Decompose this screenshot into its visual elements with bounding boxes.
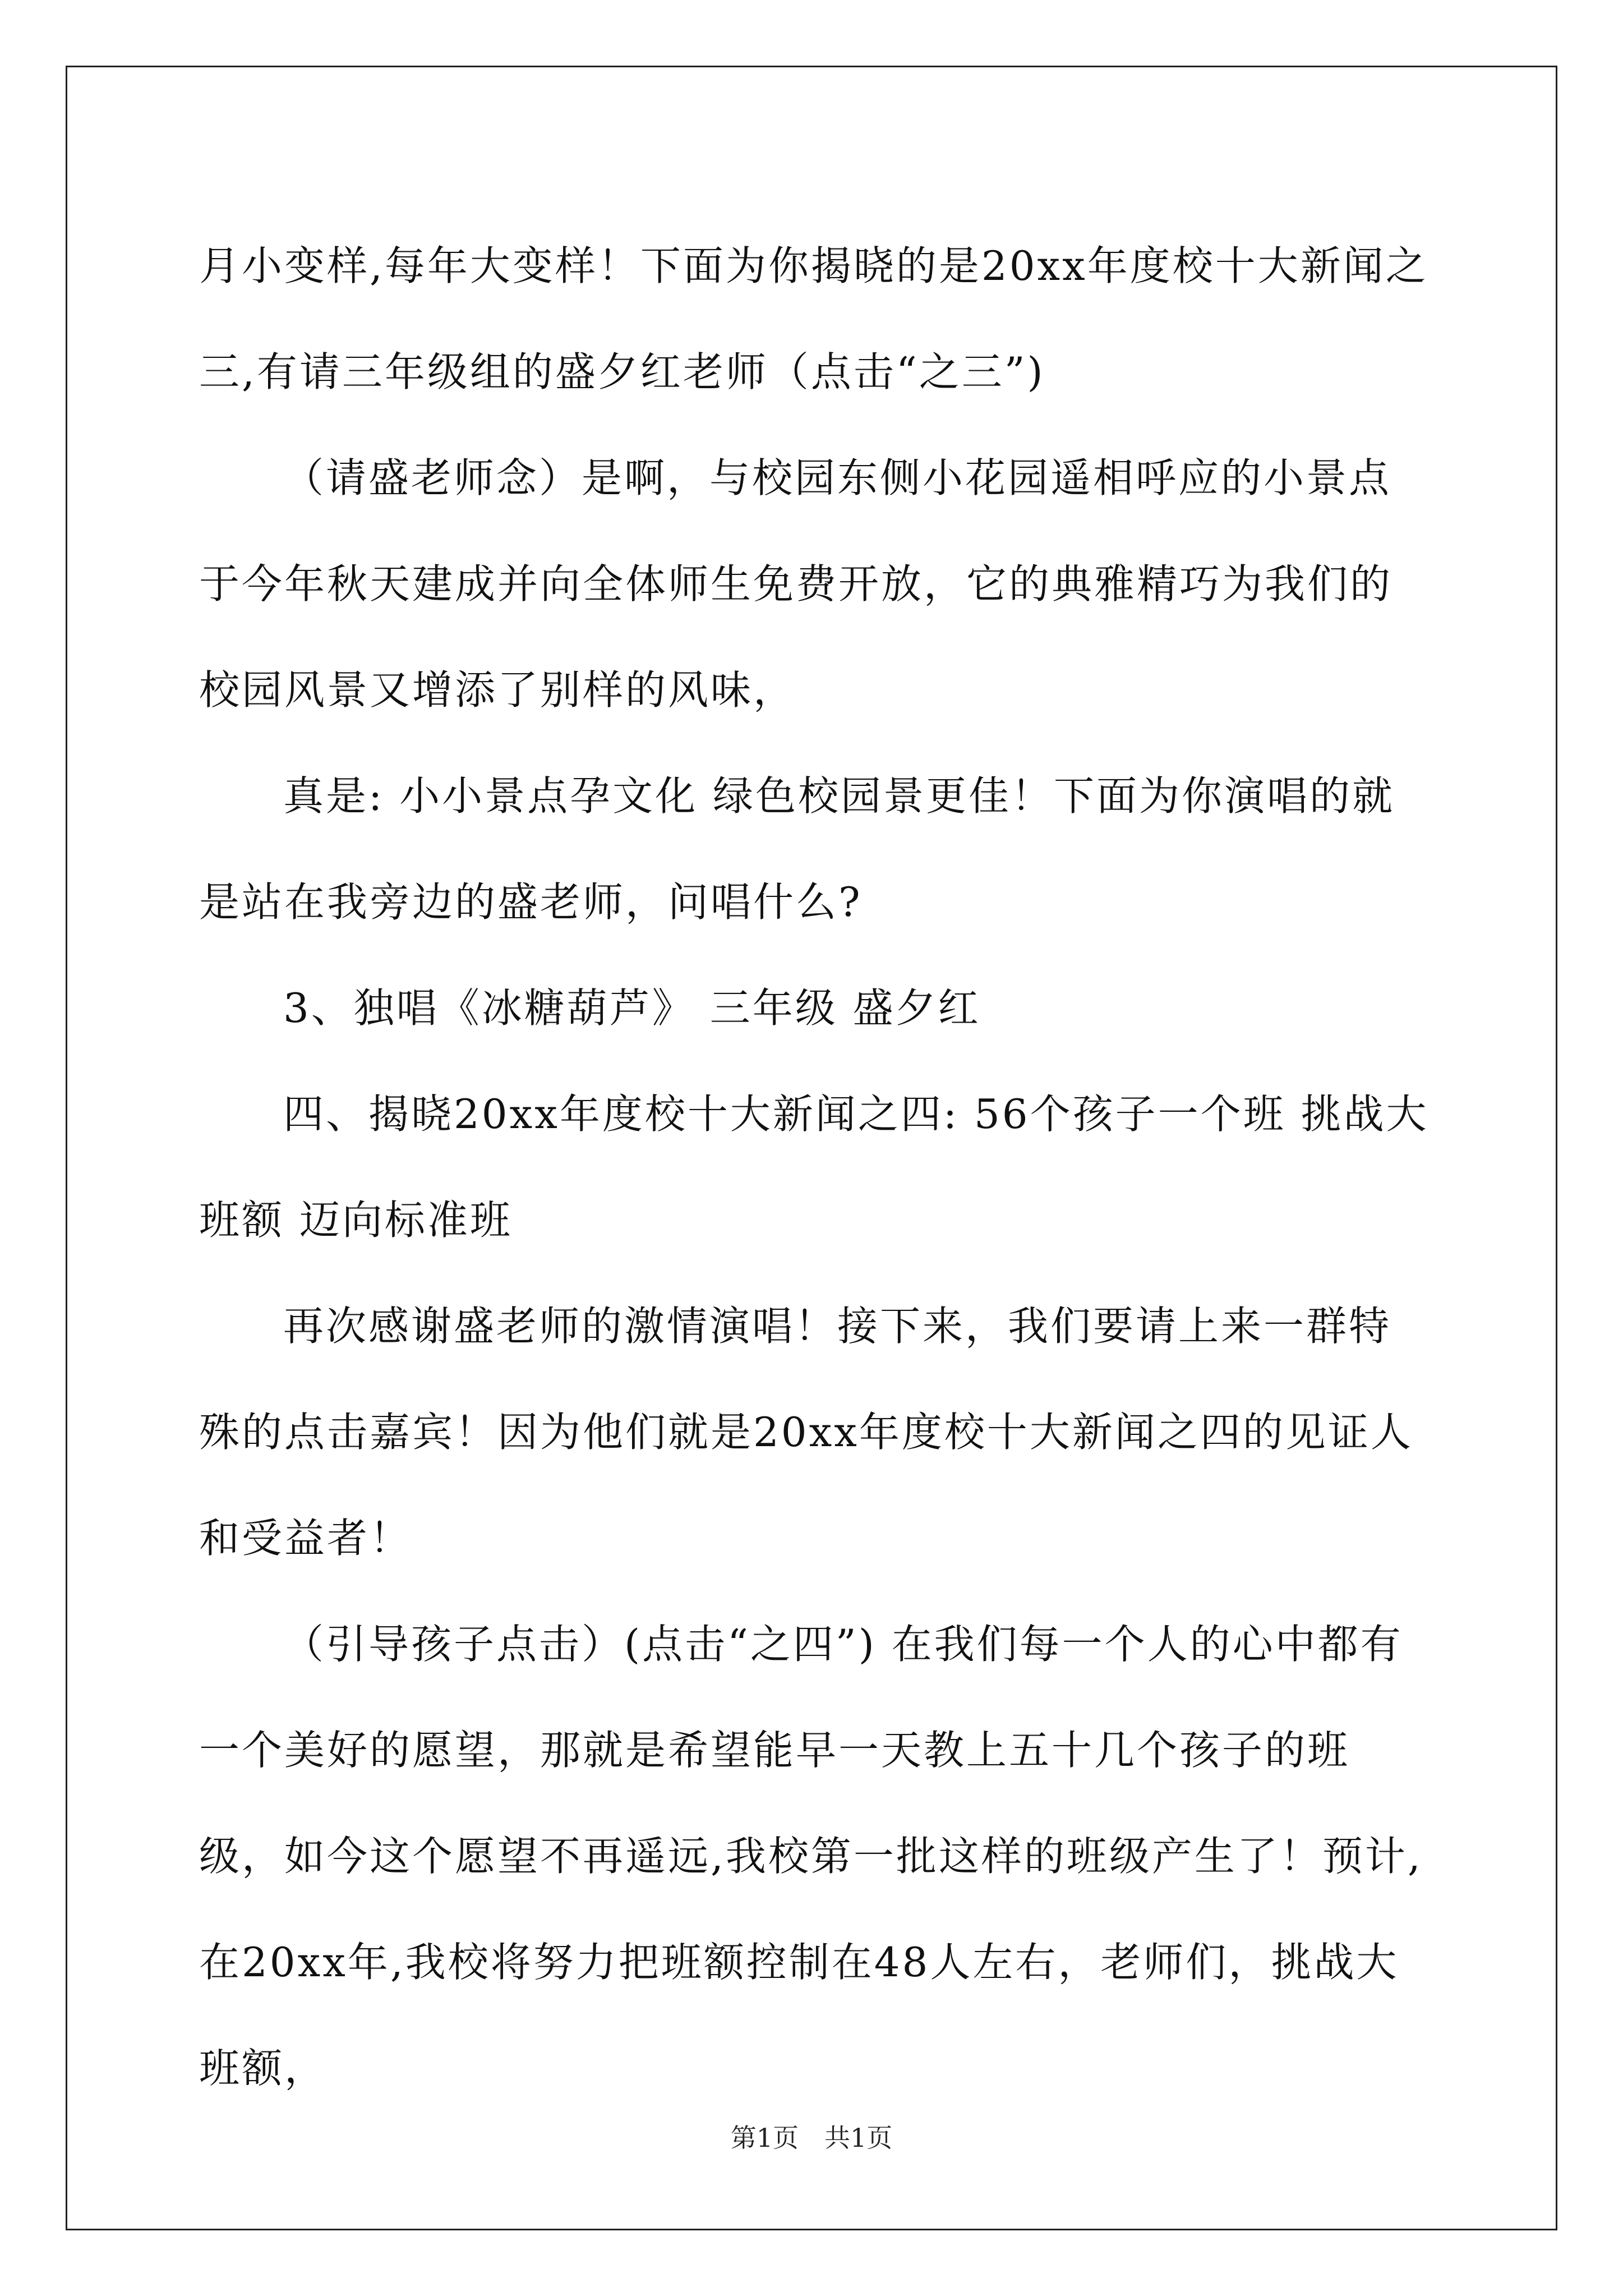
paragraph-3: 真是: 小小景点孕文化 绿色校园景更佳！下面为你演唱的就是站在我旁边的盛老师，问唱什么? <box>199 772 1395 926</box>
paragraph-5: 四、揭晓20xx年度校十大新闻之四: 56个孩子一个班 挑战大班额 迈向标准班 <box>199 1091 1429 1244</box>
paragraph-7: （引导孩子点击）(点击“之四”) 在我们每一个人的心中都有一个美好的愿望，那就是希望能早一天教上五十几个孩子的班级，如今这个愿望不再遥远,我校第一批这样的班级产生了！预计,在20xx年,我校将努力把班额控制在48人左右，老师们，挑战大班额， <box>199 1621 1423 2092</box>
paragraph-2: （请盛老师念）是啊，与校园东侧小花园遥相呼应的小景点于今年秋天建成并向全体师生免费开放，它的典雅精巧为我们的校园风景又增添了别样的风味， <box>199 454 1393 714</box>
paragraph-6: 再次感谢盛老师的激情演唱！接下来，我们要请上来一群特殊的点击嘉宾！因为他们就是20xx年度校十大新闻之四的见证人和受益者！ <box>199 1303 1413 1562</box>
paragraph-4: 3、独唱《冰糖葫芦》 三年级 盛夕红 <box>283 984 981 1032</box>
paragraph-1: 月小变样,每年大变样！下面为你揭晓的是20xx年度校十大新闻之三,有请三年级组的盛夕红老师（点击“之三”) <box>199 242 1428 395</box>
document-body <box>199 213 1433 2122</box>
page-footer: 第1页 共1页 <box>730 2123 893 2153</box>
